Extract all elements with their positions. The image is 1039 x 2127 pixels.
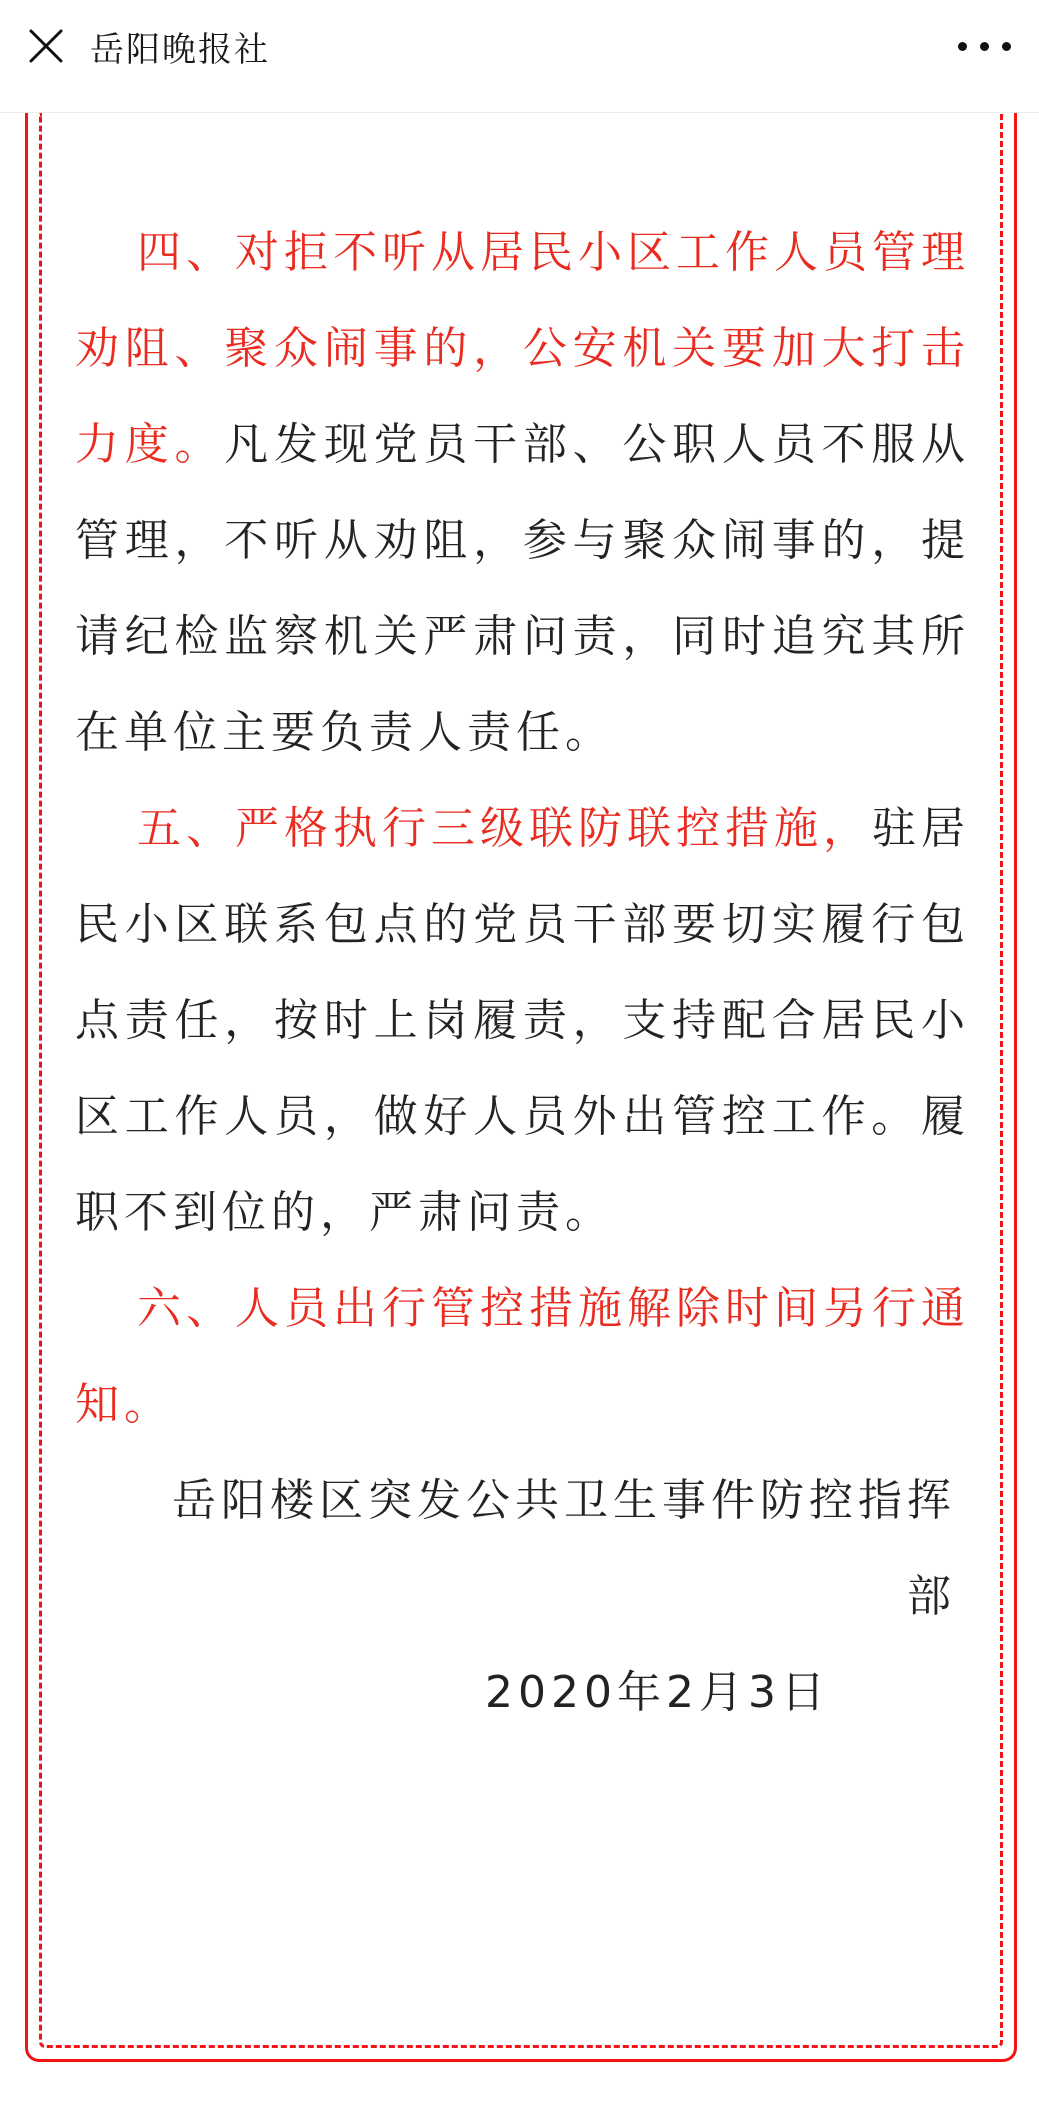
paragraph-5-highlight: 五、严格执行三级联防联控措施， <box>137 803 872 854</box>
more-menu-icon <box>958 42 967 51</box>
page-title: 岳阳晚报社 <box>90 29 270 70</box>
notice-card <box>25 113 1017 2062</box>
paragraph-item-4 <box>75 205 970 781</box>
close-icon <box>27 27 65 65</box>
paragraph-item-6 <box>75 1261 970 1453</box>
signature-line: 部 <box>907 1571 956 1622</box>
signature-line: 岳阳楼区突发公共卫生事件防控指挥 <box>172 1475 956 1526</box>
more-menu-button[interactable] <box>956 36 1013 57</box>
close-button[interactable] <box>24 24 68 68</box>
more-menu-icon <box>980 42 989 51</box>
paragraph-item-5 <box>75 781 970 1261</box>
paragraph-6-highlight: 六、人员出行管控措施解除时间另行通知。 <box>75 1283 970 1430</box>
signature-block <box>75 1453 970 1645</box>
date-line: 2020年2月3日 <box>485 1667 830 1718</box>
paragraph-4-body: 凡发现党员干部、公职人员不服从管理，不听从劝阻，参与聚众闹事的，提请纪检监察机关严肃问责，同时追究其所在单位主要负责人责任。 <box>75 419 971 758</box>
paragraph-4-highlight: 四、对拒不听从居民小区工作人员管理劝阻、聚众闹事的，公安机关要加大打击力度。 <box>75 227 970 470</box>
notice-body <box>42 113 1000 1741</box>
more-menu-icon <box>1002 42 1011 51</box>
header-bar <box>0 0 1039 113</box>
paragraph-5-body: 驻居民小区联系包点的党员干部要切实履行包点责任，按时上岗履责，支持配合居民小区工作人员，做好人员外出管控工作。履职不到位的，严肃问责。 <box>75 803 970 1238</box>
